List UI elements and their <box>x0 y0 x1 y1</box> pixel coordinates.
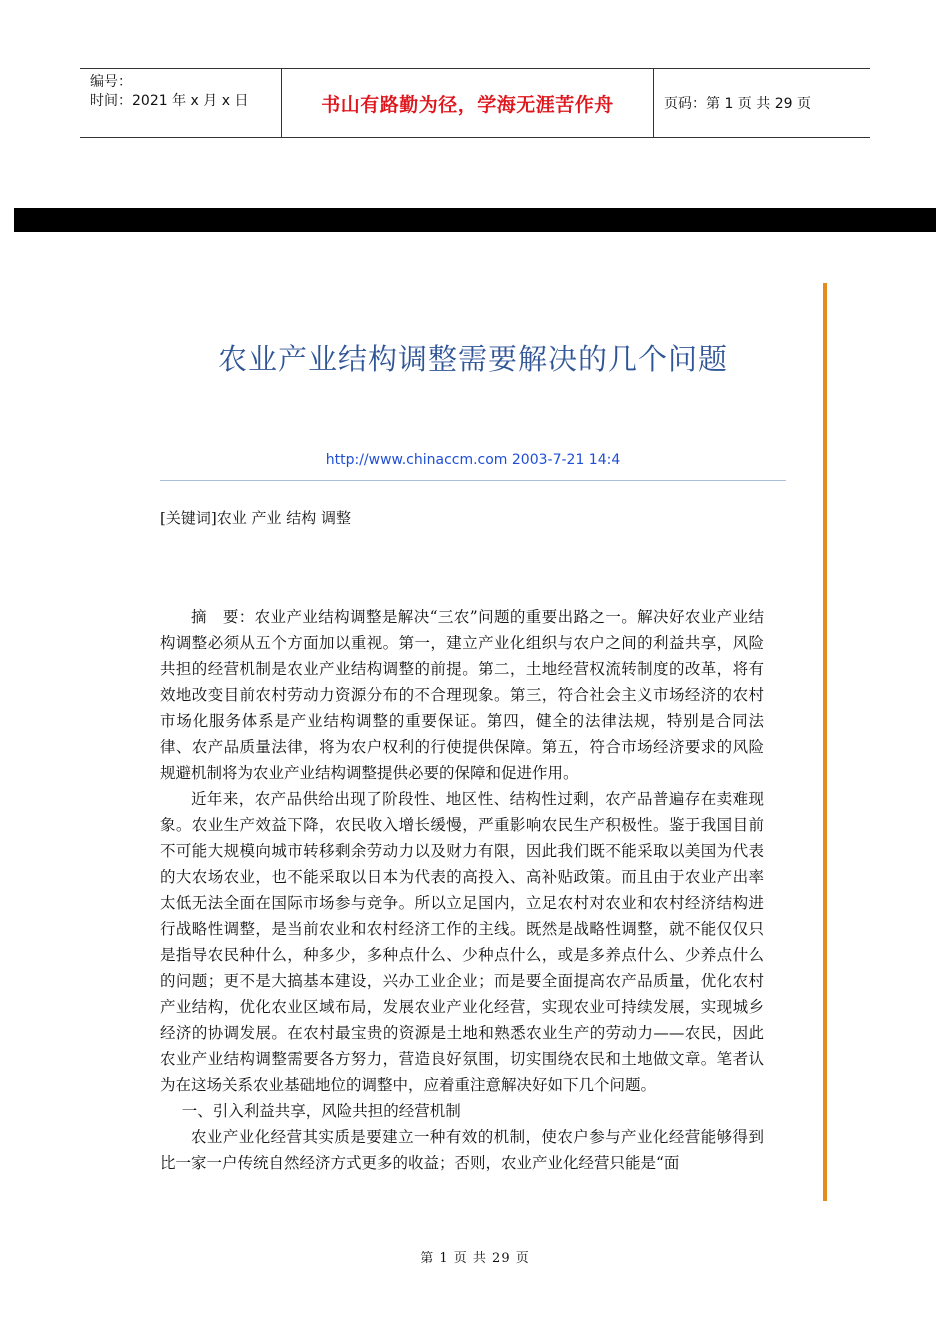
article-keywords: [关键词]农业 产业 结构 调整 <box>160 509 352 527</box>
body-paragraph: 农业产业化经营其实质是要建立一种有效的机制，使农户参与产业化经营能够得到比一家一户传统自然经济方式更多的收益；否则，农业产业化经营只能是“面 <box>160 1128 764 1172</box>
header-meta <box>80 69 282 137</box>
header-time: 时间：2021 年 x 月 x 日 <box>90 93 249 109</box>
article-source[interactable]: http://www.chinaccm.com 2003-7-21 14:4 <box>325 452 621 468</box>
divider <box>160 480 786 481</box>
page-footer: 第 1 页 共 29 页 <box>420 1251 530 1266</box>
header-page-info: 页码：第 1 页 共 29 页 <box>664 96 811 112</box>
document-header <box>80 68 870 138</box>
header-motto: 书山有路勤为径，学海无涯苦作舟 <box>282 69 654 137</box>
abstract-paragraph: 摘 要：农业产业结构调整是解决“三农”问题的重要出路之一。解决好农业产业结构调整必须从五个方面加以重视。第一，建立产业化组织与农户之间的利益共享，风险共担的经营机制是农业产业结构调整的前提。第二，土地经营权流转制度的改革，将有效地改变目前农村劳动力资源分布的不合理现象。第三，符合社会主义市场经济的农村市场化服务体系是产业结构调整的重要保证。第四，健全的法律法规，特别是合同法律、农产品质量法律，将为农户权利的行使提供保障。第五，符合市场经济要求的风险规避机制将为农业产业结构调整提供必要的保障和促进作用。 <box>160 608 764 782</box>
black-banner <box>14 208 936 232</box>
header-number: 编号： <box>90 74 132 90</box>
article-title: 农业产业结构调整需要解决的几个问题 <box>217 342 728 376</box>
orange-side-rule <box>823 283 827 1201</box>
section-heading: 一、引入利益共享，风险共担的经营机制 <box>181 1102 461 1120</box>
article-body <box>160 604 764 1176</box>
body-paragraph: 近年来，农产品供给出现了阶段性、地区性、结构性过剩，农产品普遍存在卖难现象。农业生产效益下降，农民收入增长缓慢，严重影响农民生产积极性。鉴于我国目前不可能大规模向城市转移剩余劳动力以及财力有限，因此我们既不能采取以美国为代表的大农场农业，也不能采取以日本为代表的高投入、高补贴政策。而且由于农业产出率太低无法全面在国际市场参与竞争。所以立足国内，立足农村对农业和农村经济结构进行战略性调整，是当前农业和农村经济工作的主线。既然是战略性调整，就不能仅仅只是指导农民种什么，种多少，多种点什么、少种点什么，或是多养点什么、少养点什么的问题；更不是大搞基本建设，兴办工业企业；而是要全面提高农产品质量，优化农村产业结构，优化农业区域布局，发展农业产业化经营，实现农业可持续发展，实现城乡经济的协调发展。在农村最宝贵的资源是土地和熟悉农业生产的劳动力——农民，因此农业产业结构调整需要各方努力，营造良好氛围，切实围绕农民和土地做文章。笔者认为在这场关系农业基础地位的调整中，应着重注意解决好如下几个问题。 <box>160 790 764 1094</box>
